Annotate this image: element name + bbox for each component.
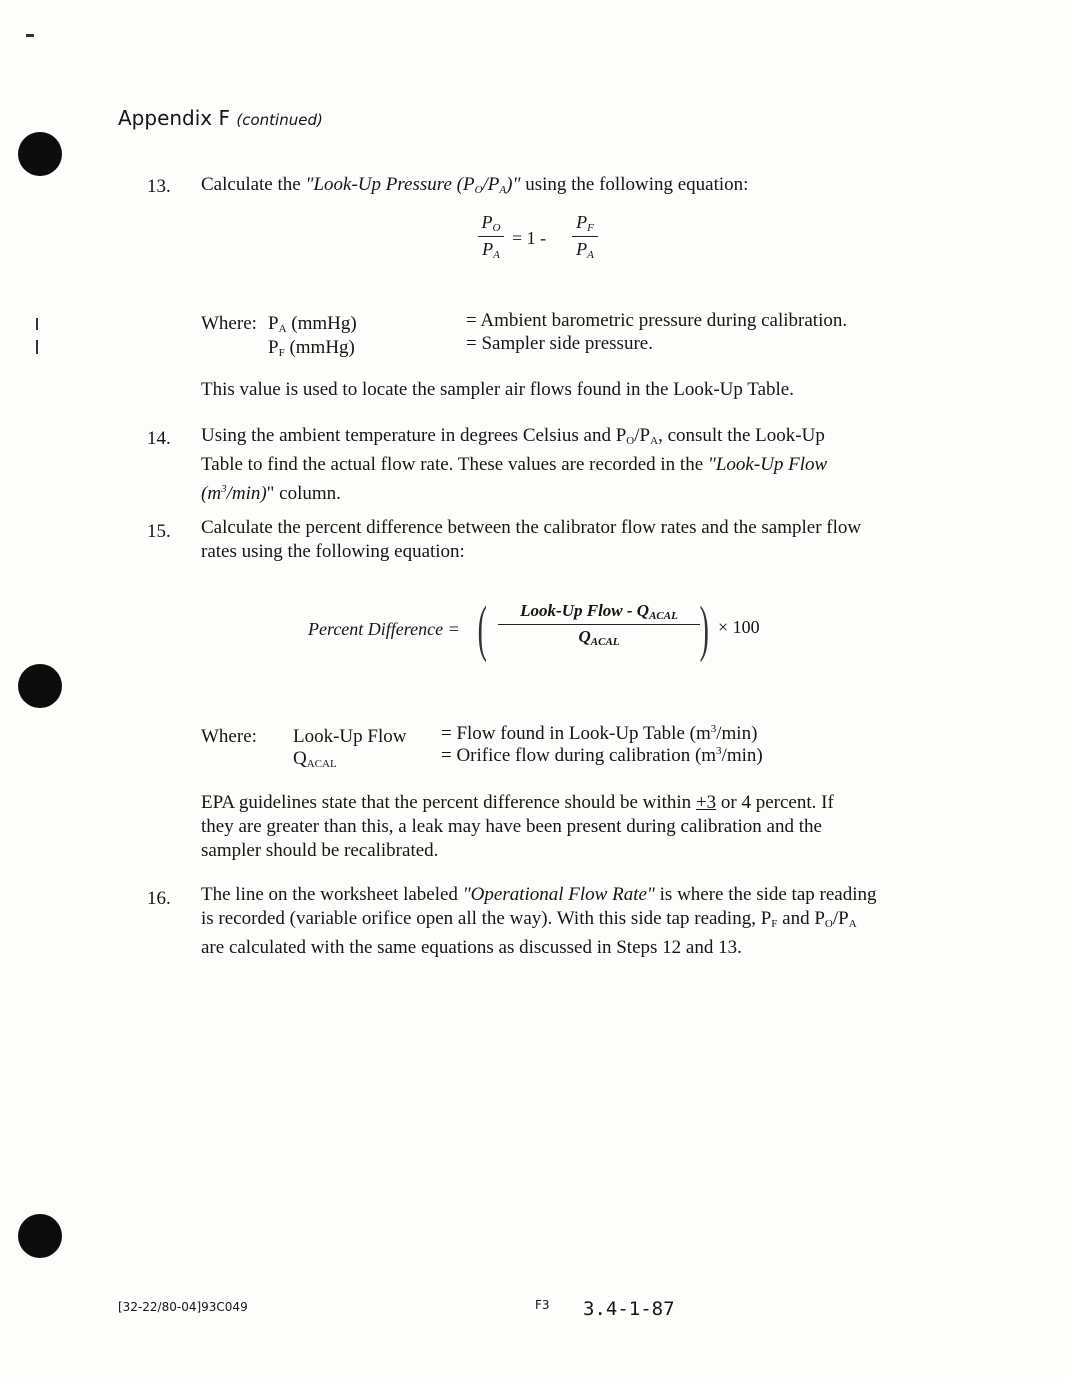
step-text: Using the ambient temperature in degrees Celsius and $P_O/P_A$, consult the Look-Up Table to find the actual flow rate. These values are recorded in the "Look-Up Flow $(m^3/\min)$" column. bbox=[201, 425, 828, 504]
equation-fraction-percent-difference: Look-Up Flow - $Q_{ACAL}$ $Q_{ACAL}$ bbox=[498, 601, 700, 648]
step-text: Calculate the percent difference between the calibrator flow rates and the sampler flow rates using the following equation: bbox=[201, 517, 862, 562]
header-title: Appendix F bbox=[118, 106, 231, 130]
where-label: Where: bbox=[201, 726, 257, 747]
equation-fraction-po-pa: $P_O$ $P_A$ bbox=[478, 212, 504, 261]
equation-multiplier: × 100 bbox=[718, 617, 760, 637]
footer-doc-id: [32-22/80-04]93C049 bbox=[118, 1300, 248, 1314]
equation-operator: = 1 - bbox=[512, 228, 547, 248]
margin-mark bbox=[26, 34, 34, 37]
footer-page-label: F3 bbox=[535, 1298, 550, 1312]
step-number: 16. bbox=[147, 888, 171, 909]
binder-hole-top bbox=[18, 132, 62, 176]
step-paragraph: EPA guidelines state that the percent difference should be within +3 or 4 percent. If they are greater than this, a leak may have been present during calibration and the sampler should be recalibrated. bbox=[201, 792, 834, 861]
where-symbol: $P_F$ (mmHg) bbox=[268, 337, 355, 359]
where-definition: = Flow found in Look-Up Table $(m^3/\min)$ bbox=[441, 723, 758, 744]
step-text: Calculate the "Look-Up Pressure $(P_O/P_A)$" using the following equation: bbox=[201, 174, 749, 196]
equation-label: Percent Difference = bbox=[308, 619, 460, 639]
margin-mark bbox=[36, 318, 38, 330]
step-number: 13. bbox=[147, 176, 171, 197]
step-text: The line on the worksheet labeled "Operational Flow Rate" is where the side tap reading is recorded (variable orifice open all the way). With this side tap reading, $P_F$ and $P_O/P_A$ are calculated with the same equations as discussed in Steps 12 and 13. bbox=[201, 884, 877, 958]
where-label: Where: bbox=[201, 313, 257, 334]
where-symbol: $Q_{ACAL}$ bbox=[293, 748, 337, 770]
step-note: This value is used to locate the sampler air flows found in the Look-Up Table. bbox=[201, 379, 794, 400]
header-continued: (continued) bbox=[236, 111, 323, 129]
page-header bbox=[118, 106, 323, 130]
equation-fraction-pf-pa: $P_F$ $P_A$ bbox=[572, 212, 598, 261]
step-number: 14. bbox=[147, 428, 171, 449]
where-definition: = Ambient barometric pressure during calibration. bbox=[466, 310, 848, 331]
where-symbol: $P_A$ (mmHg) bbox=[268, 313, 357, 335]
step-number: 15. bbox=[147, 521, 171, 542]
binder-hole-bottom bbox=[18, 1214, 62, 1258]
binder-hole-middle bbox=[18, 664, 62, 708]
margin-mark bbox=[36, 340, 38, 354]
footer-page-number: 3.4-1-87 bbox=[583, 1298, 675, 1320]
where-symbol: Look-Up Flow bbox=[293, 726, 407, 747]
equation-left-paren: ( bbox=[477, 595, 487, 663]
where-definition: = Orifice flow during calibration $(m^3/\min)$ bbox=[441, 745, 763, 766]
equation-right-paren: ) bbox=[699, 595, 709, 663]
where-definition: = Sampler side pressure. bbox=[466, 333, 653, 354]
